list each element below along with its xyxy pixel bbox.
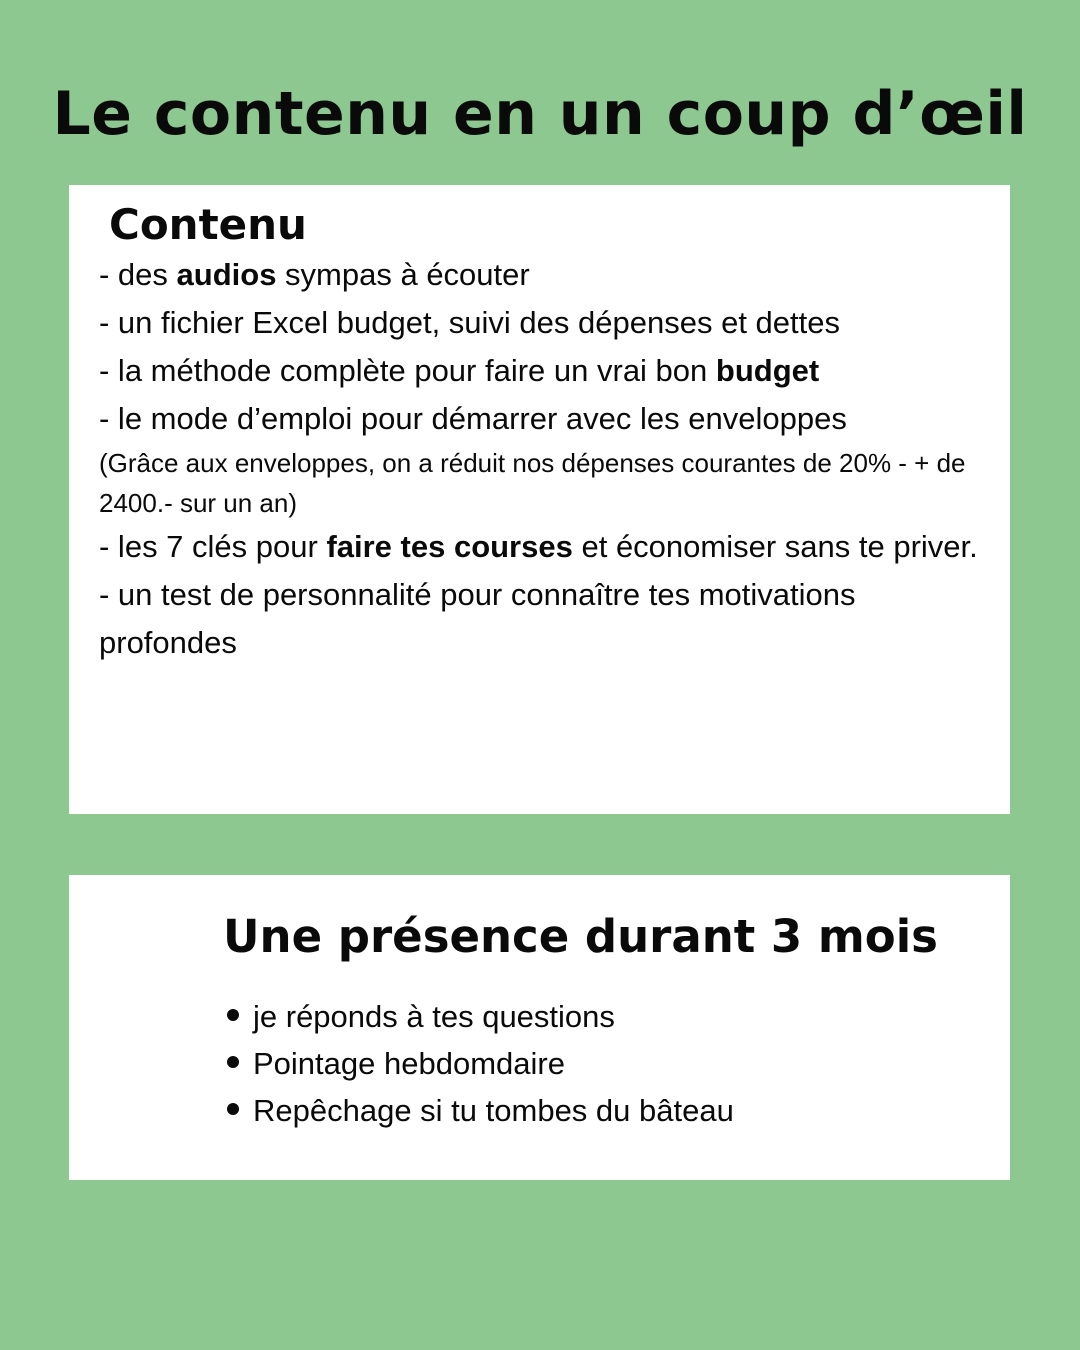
item-text: - des	[99, 257, 177, 292]
list-item	[223, 1040, 1010, 1087]
bullet-icon	[227, 1056, 239, 1068]
item-text: - un fichier Excel budget, suivi des dépenses et dettes	[99, 305, 840, 340]
list-item	[99, 299, 980, 347]
presence-heading: Une présence durant 3 mois	[223, 910, 938, 963]
item-text: - la méthode complète pour faire un vrai bon	[99, 353, 716, 388]
item-emphasis: audios	[176, 257, 277, 292]
item-text: Repêchage si tu tombes du bâteau	[253, 1093, 734, 1128]
item-text: et économiser sans te priver.	[572, 529, 978, 564]
item-text: - un test de personnalité pour connaître tes motivations profondes	[99, 577, 856, 660]
list-item	[99, 571, 980, 667]
list-item	[223, 993, 1010, 1040]
item-text: - les 7 clés pour	[99, 529, 327, 564]
bullet-icon	[227, 1103, 239, 1115]
list-item	[223, 1087, 1010, 1134]
list-item	[99, 347, 980, 395]
page-title: Le contenu en un coup d’œil	[52, 79, 1028, 149]
bullet-icon	[227, 1009, 239, 1021]
list-item	[99, 251, 980, 299]
savings-note: (Grâce aux enveloppes, on a réduit nos dépenses courantes de 20% - + de 2400.- sur un an)	[99, 448, 966, 518]
presence-card	[69, 875, 1010, 1180]
item-emphasis: faire tes courses	[326, 529, 573, 564]
item-text: Pointage hebdomdaire	[253, 1046, 565, 1081]
item-text: je réponds à tes questions	[253, 999, 615, 1034]
item-text: - le mode d’emploi pour démarrer avec les enveloppes	[99, 401, 847, 436]
content-heading: Contenu	[109, 200, 307, 249]
content-list	[99, 251, 980, 667]
list-item	[99, 523, 980, 571]
content-card	[69, 185, 1010, 814]
presence-list	[223, 993, 1010, 1134]
item-text: sympas à écouter	[276, 257, 530, 292]
list-item	[99, 395, 980, 443]
item-emphasis: budget	[715, 353, 820, 388]
